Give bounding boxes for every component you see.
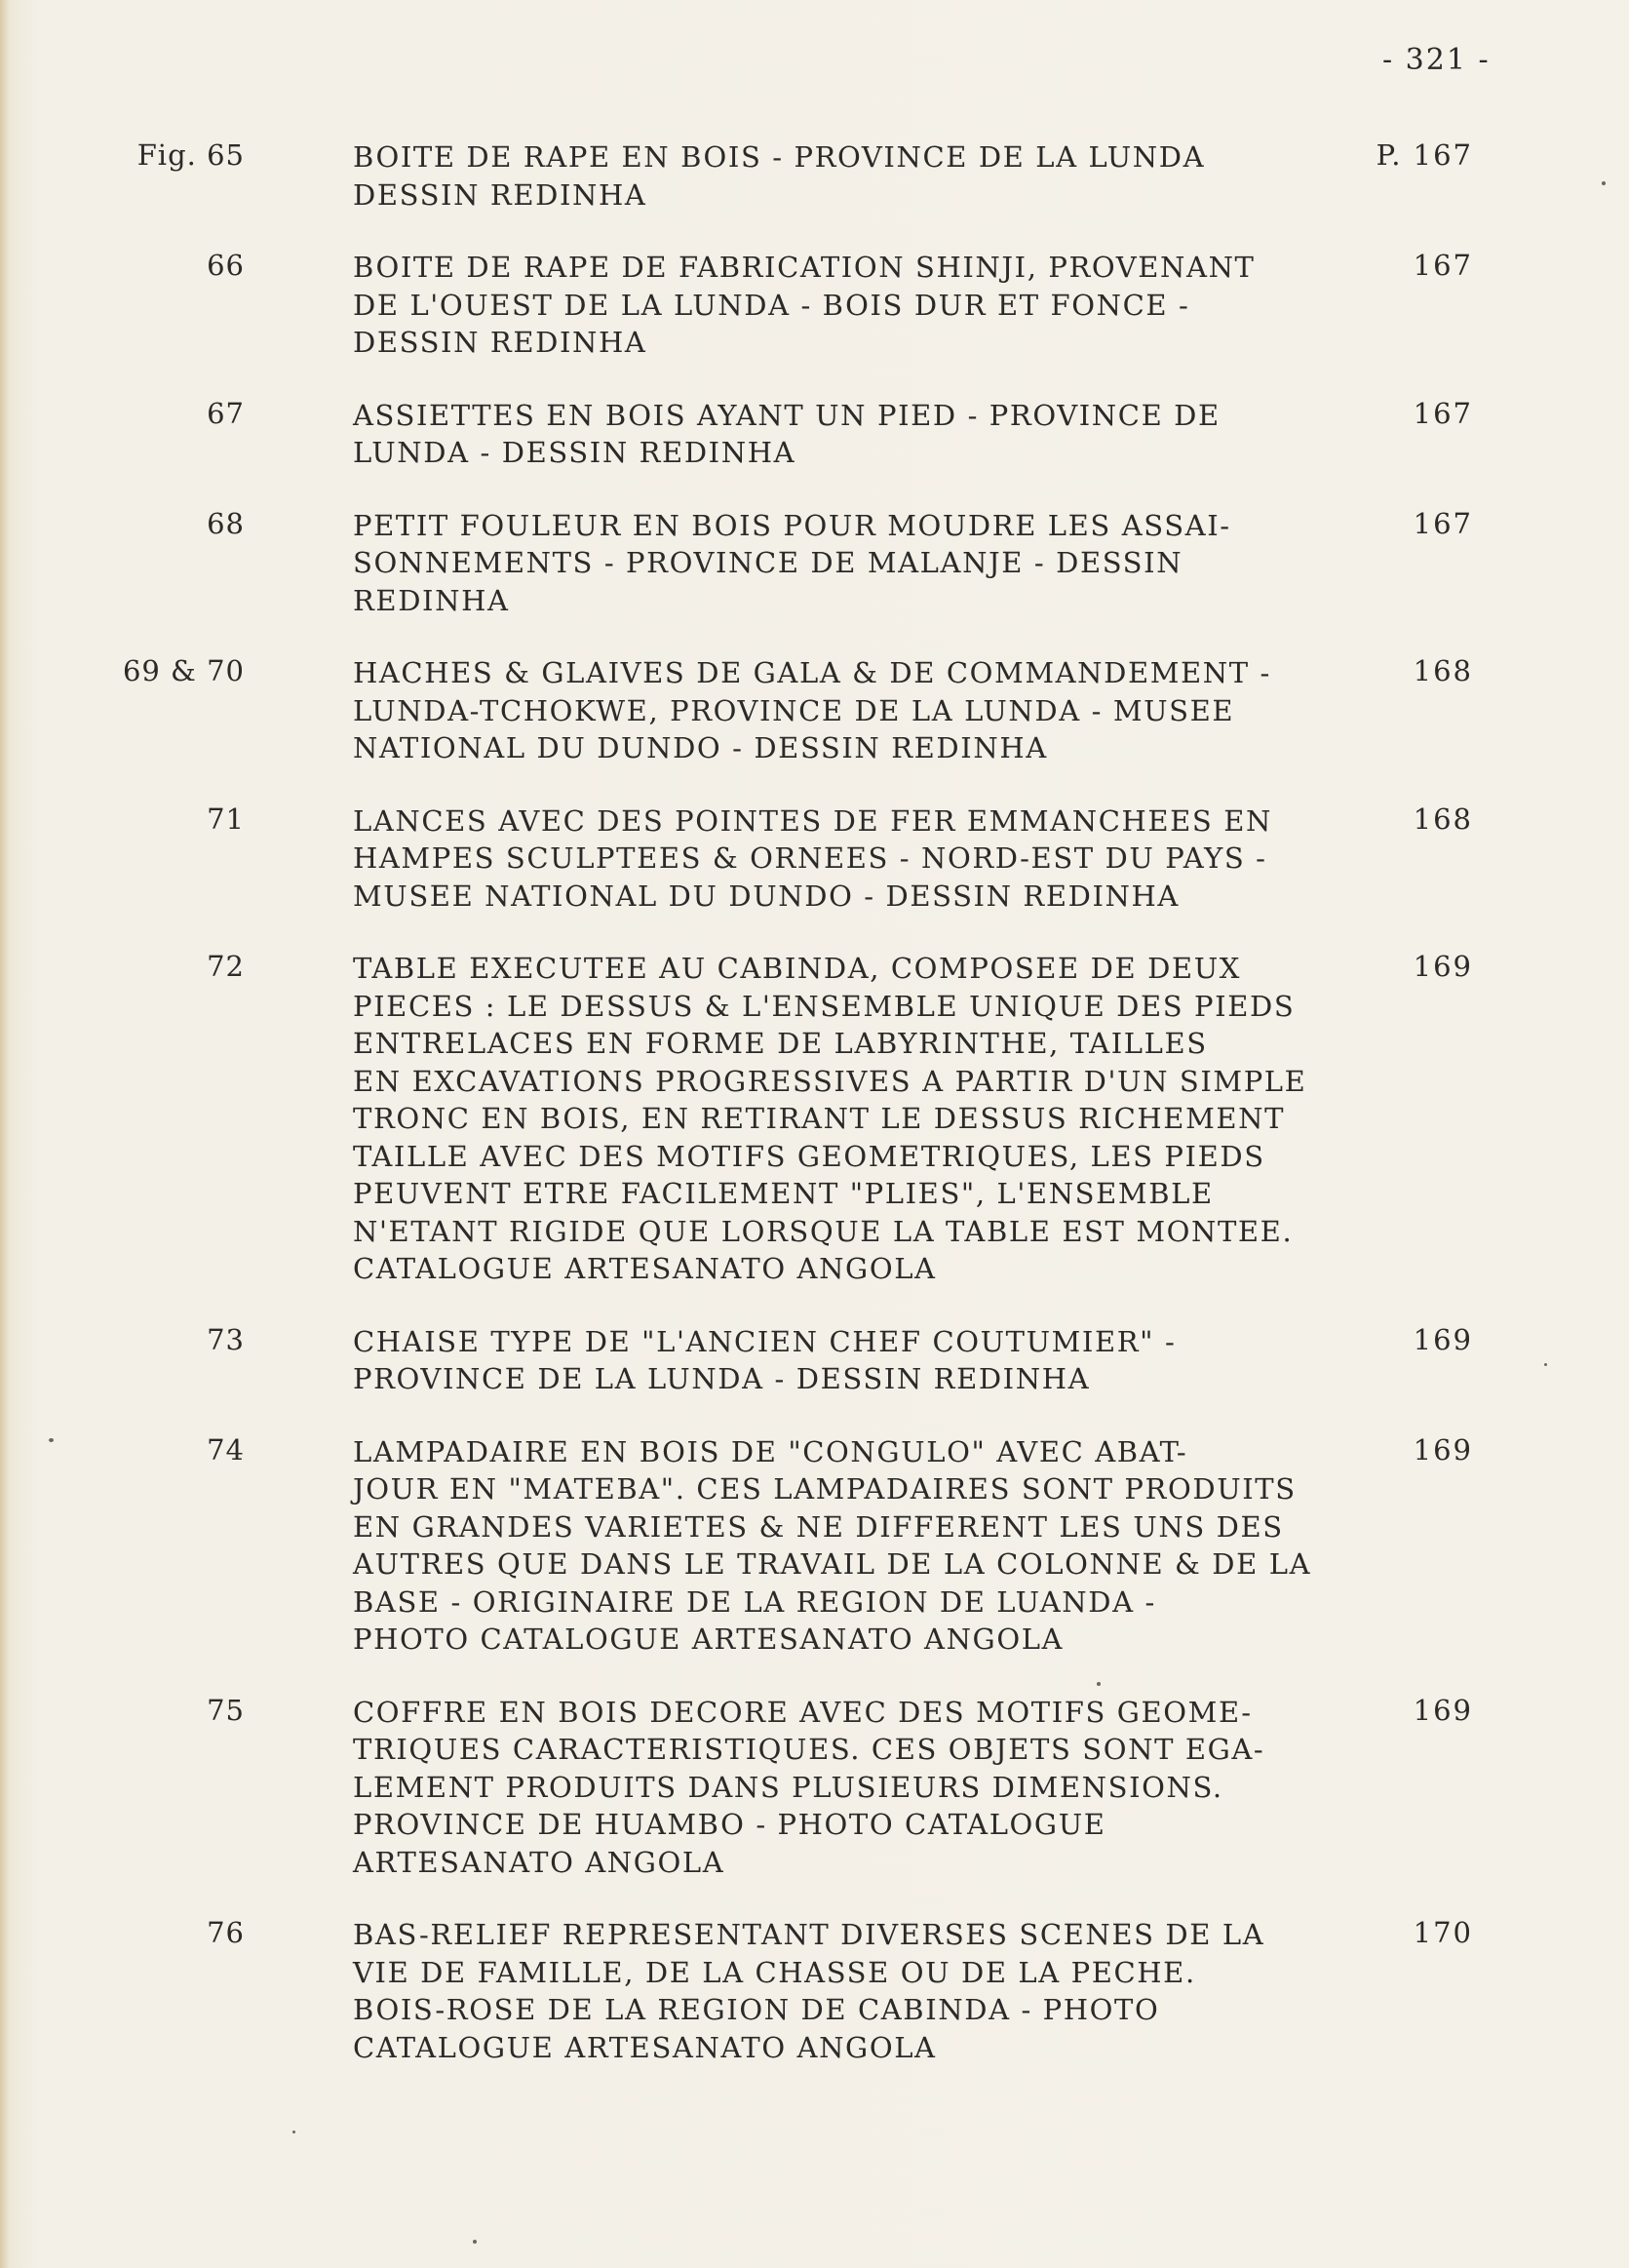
scan-speck: [292, 2131, 295, 2133]
page-reference: P. 167: [1376, 138, 1473, 172]
page-reference: 169: [1413, 950, 1473, 983]
figure-number: 72: [207, 950, 245, 983]
figure-description: COFFRE EN BOIS DECORE AVEC DES MOTIFS GEOME- TRIQUES CARACTERISTIQUES. CES OBJETS SONT EGA- LEMENT PRODUITS DANS PLUSIEURS DIMENSIONS. PROVINCE DE HUAMBO - PHOTO CATALOGUE ARTESANATO ANGOLA: [353, 1695, 1265, 1879]
list-item: [0, 654, 1629, 767]
figure-description: BOITE DE RAPE DE FABRICATION SHINJI, PROVENANT DE L'OUEST DE LA LUNDA - BOIS DUR ET FONCE - DESSIN REDINHA: [353, 251, 1256, 359]
list-item: [0, 1323, 1629, 1398]
page-reference: 167: [1413, 506, 1473, 540]
figure-description: LANCES AVEC DES POINTES DE FER EMMANCHEES EN HAMPES SCULPTEES & ORNEES - NORD-EST DU PAYS - MUSEE NATIONAL DU DUNDO - DESSIN REDINHA: [353, 803, 1272, 913]
figure-number: 73: [207, 1322, 245, 1356]
figure-number: 74: [207, 1432, 245, 1466]
figure-description: LAMPADAIRE EN BOIS DE "CONGULO" AVEC ABAT- JOUR EN "MATEBA". CES LAMPADAIRES SONT PRODUITS EN GRANDES VARIETES & NE DIFFERENT LES UNS DES AUTRES QUE DANS LE TRAVAIL DE LA COLONNE & DE LA BASE - ORIGINAIRE DE LA REGION DE LUANDA - PHOTO CATALOGUE ARTESANATO ANGOLA: [353, 1434, 1312, 1656]
list-item: [0, 1433, 1629, 1659]
scan-speck: [473, 2240, 477, 2244]
list-item: [0, 802, 1629, 916]
figure-description: PETIT FOULEUR EN BOIS POUR MOUDRE LES ASSAI- SONNEMENTS - PROVINCE DE MALANJE - DESSIN REDINHA: [353, 508, 1231, 617]
figure-number: 68: [207, 506, 245, 540]
page-number: - 321 -: [1382, 43, 1491, 77]
figure-list: [0, 138, 1629, 2101]
page-reference: 169: [1413, 1693, 1473, 1727]
page-reference: 170: [1413, 1916, 1473, 1949]
list-item: [0, 138, 1629, 214]
figure-description: HACHES & GLAIVES DE GALA & DE COMMANDEMENT - LUNDA-TCHOKWE, PROVINCE DE LA LUNDA - MUSEE NATIONAL DU DUNDO - DESSIN REDINHA: [353, 656, 1271, 764]
page-reference: 168: [1413, 802, 1473, 836]
list-item: [0, 507, 1629, 620]
page-reference: 168: [1413, 654, 1473, 687]
list-item: [0, 1916, 1629, 2066]
page-reference: 167: [1413, 396, 1473, 430]
figure-number: 67: [207, 396, 245, 430]
figure-number: 69 & 70: [122, 654, 245, 687]
figure-description: CHAISE TYPE DE "L'ANCIEN CHEF COUTUMIER" - PROVINCE DE LA LUNDA - DESSIN REDINHA: [353, 1324, 1177, 1395]
figure-number: 76: [207, 1916, 245, 1949]
scan-speck: [1544, 1363, 1547, 1366]
figure-description: BOITE DE RAPE EN BOIS - PROVINCE DE LA LUNDA DESSIN REDINHA: [353, 140, 1206, 212]
figure-number: 75: [207, 1693, 245, 1727]
scan-speck: [1097, 1682, 1101, 1686]
scan-speck: [1602, 181, 1606, 185]
figure-number: 66: [207, 249, 245, 282]
figure-description: ASSIETTES EN BOIS AYANT UN PIED - PROVINCE DE LUNDA - DESSIN REDINHA: [353, 398, 1221, 469]
page-reference: 169: [1413, 1322, 1473, 1356]
list-item: [0, 1694, 1629, 1882]
list-item: [0, 950, 1629, 1288]
figure-number: 71: [207, 802, 245, 836]
list-item: [0, 397, 1629, 472]
page-reference: 167: [1413, 249, 1473, 282]
figure-description: BAS-RELIEF REPRESENTANT DIVERSES SCENES DE LA VIE DE FAMILLE, DE LA CHASSE OU DE LA PECHE. BOIS-ROSE DE LA REGION DE CABINDA - PHOTO CATALOGUE ARTESANATO ANGOLA: [353, 1918, 1265, 2064]
figure-number: Fig. 65: [136, 138, 245, 172]
figure-description: TABLE EXECUTEE AU CABINDA, COMPOSEE DE DEUX PIECES : LE DESSUS & L'ENSEMBLE UNIQUE DES PIEDS ENTRELACES EN FORME DE LABYRINTHE, TAILLES EN EXCAVATIONS PROGRESSIVES A PARTIR D'UN SIMPLE TRONC EN BOIS, EN RETIRANT LE DESSUS RICHEMENT TAILLE AVEC DES MOTIFS GEOMETRIQUES, LES PIEDS PEUVENT ETRE FACILEMENT "PLIES", L'ENSEMBLE N'ETANT RIGIDE QUE LORSQUE LA TABLE EST MONTEE. CATALOGUE ARTESANATO ANGOLA: [353, 952, 1307, 1285]
scan-speck: [49, 1438, 54, 1442]
list-item: [0, 249, 1629, 362]
page-reference: 169: [1413, 1432, 1473, 1466]
